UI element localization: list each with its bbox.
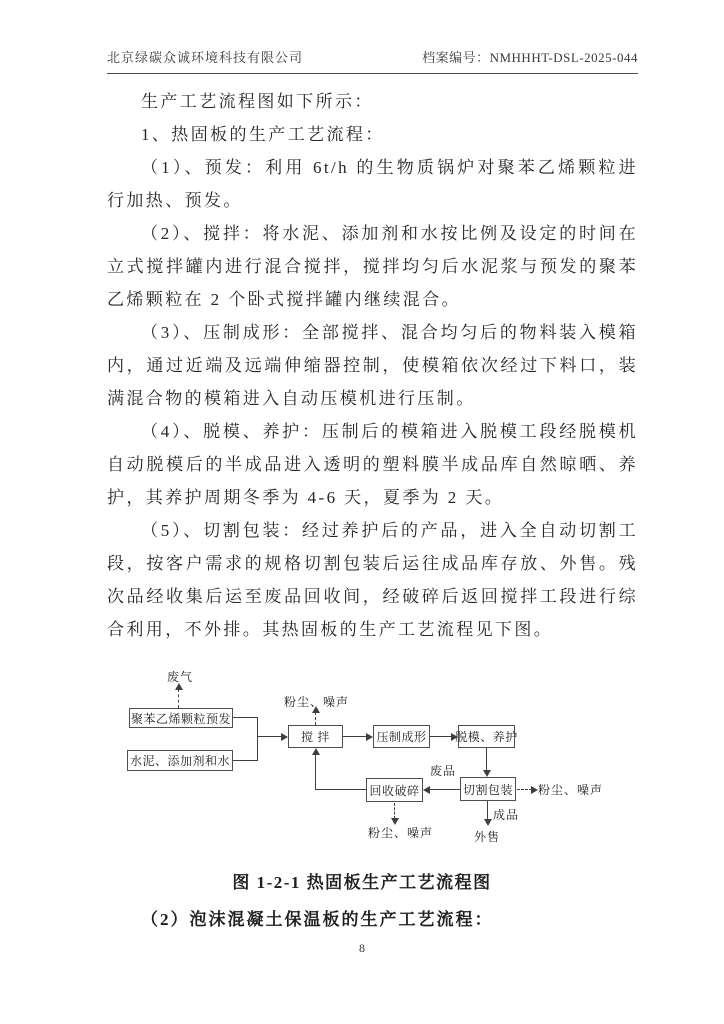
connector-press-to-demold [430, 736, 452, 737]
label-dust-recycle: 粉尘、噪声 [368, 826, 434, 840]
flow-node-press: 压制成形 [373, 725, 430, 748]
archive-label: 档案编号： [422, 50, 490, 65]
connector-mix-to-press [343, 736, 367, 737]
flow-node-recycle: 回收破碎 [366, 778, 423, 802]
paragraph-step-1: （1）、预发：利用 6t/h 的生物质锅炉对聚苯乙烯颗粒进行加热、预发。 [107, 158, 638, 210]
connector-recycle-return-horizontal [315, 789, 366, 790]
paragraph-step-2: （2）、搅拌：将水泥、添加剂和水按比例及设定的时间在立式搅拌罐内进行混合搅拌，搅拌均匀后水泥浆与预发的聚苯乙烯颗粒在 2 个卧式搅拌罐内继续混合。 [107, 224, 638, 309]
arrowhead-waste-gas [175, 683, 183, 690]
arrowhead-cut-dust [531, 786, 538, 794]
paragraph-step-5: （5）、切割包装：经过养护后的产品，进入全自动切割工段，按客户需求的规格切割包装后运往成品库存放、外售。残次品经收集后运至废品回收间，经破碎后返回搅拌工段进行综合利用，不外排。其热固板的生产工艺流程见下图。 [107, 521, 638, 639]
arrowhead-into-sale [484, 819, 492, 826]
connector-materials-stub [233, 760, 257, 761]
flow-node-cut: 切割包装 [460, 777, 516, 801]
label-waste-gas: 废气 [167, 670, 194, 684]
arrowhead-recycle-dust [391, 818, 399, 825]
connector-cut-to-sale [487, 801, 488, 820]
archive-number [422, 47, 638, 66]
connector-demold-to-cut [486, 748, 487, 771]
label-dust-mix: 粉尘、噪声 [284, 695, 350, 709]
flow-node-materials: 水泥、添加剂和水 [127, 750, 233, 771]
label-product: 成品 [493, 808, 520, 822]
paragraph-step-3: （3）、压制成形：全部搅拌、混合均匀后的物料装入模箱内，通过近端及远端伸缩器控制，使模箱依次经过下料口，装满混合物的模箱进入自动压模机进行压制。 [107, 323, 638, 408]
next-section-heading: （2）泡沫混凝土保温板的生产工艺流程： [141, 910, 494, 929]
body-text [107, 85, 638, 646]
arrowhead-into-press [366, 733, 373, 741]
connector-mix-dust [315, 712, 316, 725]
connector-recycle-return-vertical [315, 754, 316, 790]
flow-node-prefoam: 聚苯乙烯颗粒预发 [129, 708, 233, 728]
process-flow-diagram [0, 660, 724, 860]
label-sale: 外售 [474, 830, 501, 844]
label-dust-cut: 粉尘、噪声 [538, 783, 604, 797]
paragraph-step-4: （4）、脱模、养护：压制后的模箱进入脱模工段经脱模机自动脱模后的半成品进入透明的塑料膜半成品库自然晾晒、养护，其养护周期冬季为 4-6 天，夏季为 2 天。 [107, 422, 638, 507]
paragraph-intro: 生产工艺流程图如下所示： [141, 92, 374, 111]
page-header [107, 47, 638, 74]
connector-recycle-dust [394, 803, 395, 819]
arrowhead-mix-dust [312, 706, 320, 713]
connector-input-junction [257, 717, 258, 761]
arrowhead-into-mix [281, 733, 288, 741]
arrowhead-return-into-mix [312, 748, 320, 755]
flow-node-mix: 搅 拌 [288, 725, 343, 748]
connector-prefoam-stub [233, 717, 257, 718]
flow-node-demold: 脱模、养护 [458, 725, 515, 748]
archive-value: NMHHHT-DSL-2025-044 [489, 50, 638, 65]
label-scrap: 废品 [430, 764, 457, 778]
arrowhead-into-demold [451, 733, 458, 741]
paragraph-section-1: 1、热固板的生产工艺流程： [141, 125, 385, 144]
connector-inputs-to-mix [257, 736, 283, 737]
page-number: 8 [359, 941, 365, 955]
figure-caption: 图 1-2-1 热固板生产工艺流程图 [232, 873, 492, 892]
connector-prefoam-waste-gas [178, 689, 179, 708]
arrowhead-into-cut [483, 770, 491, 777]
connector-cut-to-recycle [430, 789, 460, 790]
company-name: 北京绿碳众诚环境科技有限公司 [107, 50, 304, 65]
arrowhead-into-recycle [423, 786, 430, 794]
connector-cut-dust [517, 789, 532, 790]
